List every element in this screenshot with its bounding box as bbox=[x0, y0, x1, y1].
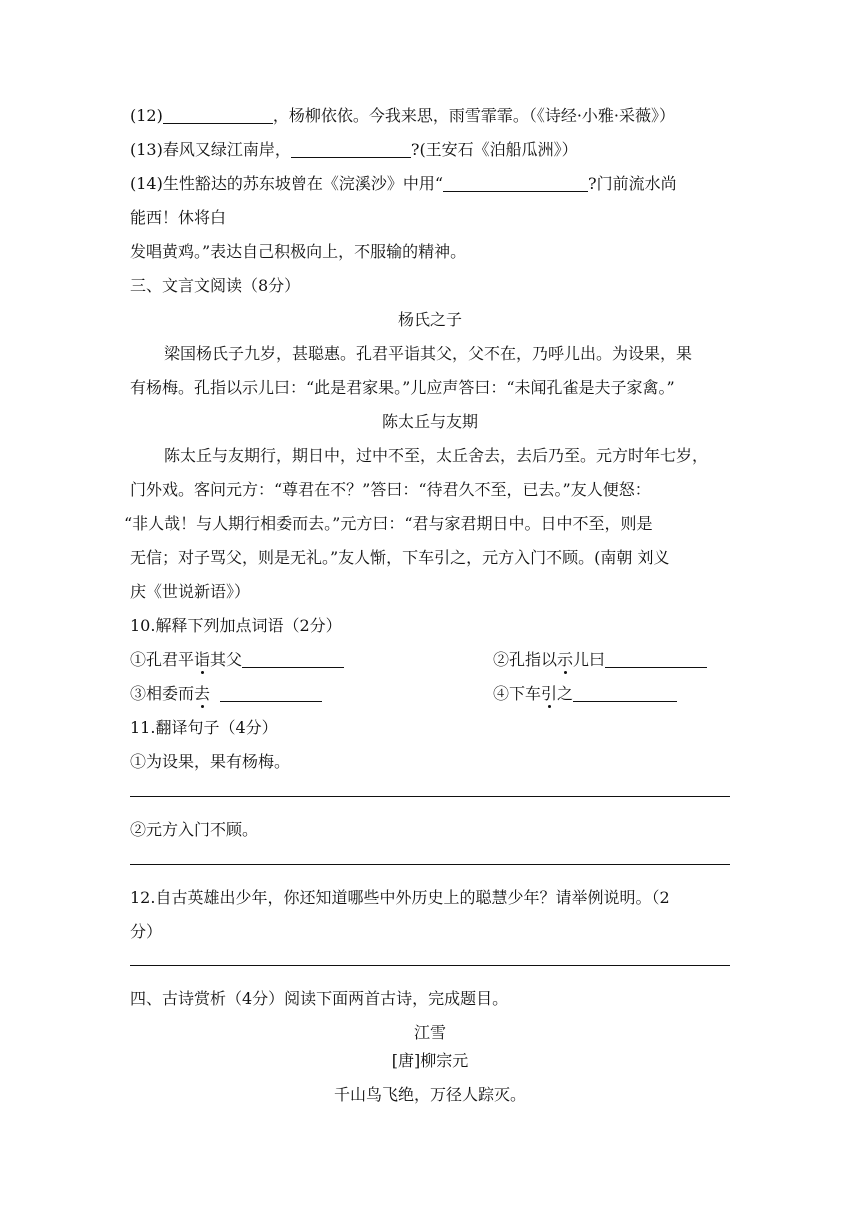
q10-item4-pre: ④下车 bbox=[493, 684, 542, 703]
q12-poem-line bbox=[130, 106, 675, 126]
text2-line4: 无信；对子骂父，则是无礼。”友人惭，下车引之，元方入门不顾。(南朝 刘义 bbox=[130, 548, 670, 567]
q10-item4-dotted-word: 引 bbox=[541, 684, 558, 703]
q13-poem-line bbox=[130, 140, 578, 160]
section4-heading: 四、古诗赏析（4分）阅读下面两首古诗，完成题目。 bbox=[130, 989, 509, 1008]
q10-item2 bbox=[493, 650, 707, 670]
section3-heading: 三、文言文阅读（8分） bbox=[130, 276, 301, 295]
q10-item4 bbox=[493, 684, 677, 704]
q11-sentence2: ②元方入门不顾。 bbox=[130, 820, 259, 839]
q10-item4-answer-blank[interactable] bbox=[573, 685, 677, 702]
q11-sentence1-answer-line[interactable] bbox=[130, 796, 730, 797]
poem-line1: 千山鸟飞绝，万径人踪灭。 bbox=[333, 1085, 526, 1104]
q11-sentence1: ①为设果，果有杨梅。 bbox=[130, 752, 291, 771]
text2-line2: 门外戏。客问元方：“尊君在不？”答曰：“待君久不至，已去。”友人便怒： bbox=[130, 480, 651, 499]
q10-item1-post: 其父 bbox=[210, 650, 243, 669]
text2-line5: 庆《世说新语》） bbox=[130, 582, 251, 601]
poem-author: [唐]柳宗元 bbox=[391, 1051, 469, 1070]
q10-item3-answer-blank[interactable] bbox=[220, 685, 322, 702]
text2-line1: 陈太丘与友期行，期日中，过中不至，太丘舍去，去后乃至。元方时年七岁， bbox=[164, 446, 709, 465]
q10-item3-pre: ③相委而 bbox=[130, 684, 195, 703]
poem-title: 江雪 bbox=[413, 1023, 446, 1042]
q14-prefix: (14)生性豁达的苏东坡曾在《浣溪沙》中用“ bbox=[130, 174, 444, 193]
q10-item1-answer-blank[interactable] bbox=[242, 651, 344, 668]
q10-item3-dotted-word: 去 bbox=[194, 684, 211, 703]
q10-item1 bbox=[130, 650, 344, 670]
q10-item2-pre: ②孔指以 bbox=[493, 650, 558, 669]
q11-heading: 11.翻译句子（4分） bbox=[130, 718, 278, 737]
q14-poem-line bbox=[130, 174, 677, 194]
q10-item1-pre: ①孔君平 bbox=[130, 650, 195, 669]
text1-paragraph-line2: 有杨梅。孔指以示儿曰：“此是君家果。”儿应声答曰：“未闻孔雀是夫子家禽。” bbox=[130, 378, 675, 397]
q10-item4-post: 之 bbox=[557, 684, 574, 703]
q14-line3: 发唱黄鸡。”表达自己积极向上，不服输的精神。 bbox=[130, 242, 467, 261]
q10-item2-answer-blank[interactable] bbox=[605, 651, 707, 668]
q12-question-line2: 分） bbox=[130, 922, 163, 941]
q10-item2-dotted-word: 示 bbox=[557, 650, 574, 669]
q12-prefix: (12) bbox=[130, 106, 163, 125]
q12-question-line1: 12.自古英雄出少年，你还知道哪些中外历史上的聪慧少年？请举例说明。（2 bbox=[130, 888, 670, 907]
q14-answer-blank[interactable] bbox=[443, 175, 588, 192]
q10-heading: 10.解释下列加点词语（2分） bbox=[130, 616, 342, 635]
text2-line3: “非人哉！与人期行相委而去。”元方曰：“君与家君期日中。日中不至，则是 bbox=[124, 514, 653, 533]
q12-answer-blank[interactable] bbox=[163, 107, 273, 124]
text1-title: 杨氏之子 bbox=[397, 310, 462, 329]
q10-item1-dotted-word: 诣 bbox=[194, 650, 211, 669]
q13-prefix: (13)春风又绿江南岸， bbox=[130, 140, 291, 159]
q14-line2: 能西！休将白 bbox=[130, 208, 227, 227]
text1-paragraph-line1: 梁国杨氏子九岁，甚聪惠。孔君平诣其父，父不在，乃呼儿出。为设果，果 bbox=[164, 344, 693, 363]
q13-answer-blank[interactable] bbox=[291, 141, 411, 158]
text2-title: 陈太丘与友期 bbox=[381, 412, 478, 431]
q12-answer-line[interactable] bbox=[130, 965, 730, 966]
q10-item2-post: 儿曰 bbox=[573, 650, 606, 669]
q10-item3 bbox=[130, 684, 322, 704]
q13-suffix: ?(王安石《泊船瓜洲》） bbox=[410, 140, 578, 159]
q11-sentence2-answer-line[interactable] bbox=[130, 864, 730, 865]
q12-suffix: ，杨柳依依。今我来思，雨雪霏霏。（《诗经·小雅·采薇》） bbox=[272, 106, 676, 125]
q14-suffix: ?门前流水尚 bbox=[588, 174, 677, 193]
